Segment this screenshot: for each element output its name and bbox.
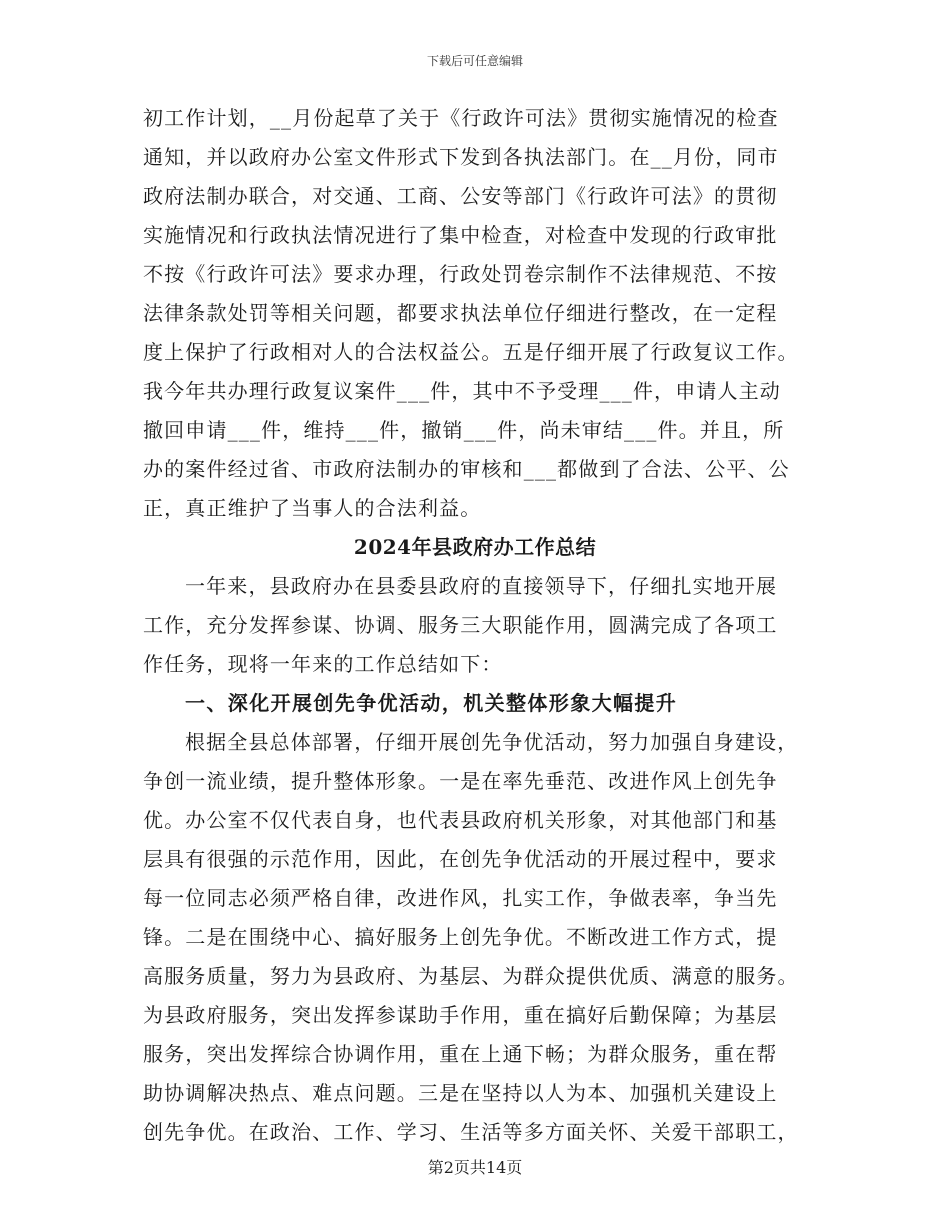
text-line: 初工作计划，__月份起草了关于《行政许可法》贯彻实施情况的检查 xyxy=(143,106,779,130)
text-line: 办的案件经过省、市政府法制办的审核和___都做到了合法、公平、公 xyxy=(143,457,790,481)
text-line: 创先争优。在政治、工作、学习、生活等多方面关怀、关爱干部职工， xyxy=(143,1120,799,1144)
text-line: 助协调解决热点、难点问题。三是在坚持以人为本、加强机关建设上 xyxy=(143,1081,778,1105)
text-line: 高服务质量，努力为县政府、为基层、为群众提供优质、满意的服务。 xyxy=(143,964,799,988)
text-line: 层具有很强的示范作用，因此，在创先争优活动的开展过程中，要求 xyxy=(143,847,778,871)
text-line: 作任务，现将一年来的工作总结如下： xyxy=(143,652,503,676)
text-line: 为县政府服务，突出发挥参谋助手作用，重在搞好后勤保障；为基层 xyxy=(143,1003,778,1027)
text-line: 优。办公室不仅代表自身，也代表县政府机关形象，对其他部门和基 xyxy=(143,808,778,832)
text-line: 锋。二是在围绕中心、搞好服务上创先争优。不断改进工作方式，提 xyxy=(143,925,778,949)
text-line: 根据全县总体部署，仔细开展创先争优活动，努力加强自身建设， xyxy=(185,730,799,754)
section-heading: 一、深化开展创先争优活动，机关整体形象大幅提升 xyxy=(185,691,678,715)
text-line: 度上保护了行政相对人的合法权益公。五是仔细开展了行政复议工作。 xyxy=(143,340,799,364)
page-number: 第2页共14页 xyxy=(427,1158,523,1177)
text-line: 法律条款处罚等相关问题，都要求执法单位仔细进行整改，在一定程 xyxy=(143,301,778,325)
text-line: 政府法制办联合，对交通、工商、公安等部门《行政许可法》的贯彻 xyxy=(143,184,778,208)
text-line: 撤回申请___件，维持___件，撤销___件，尚未审结___件。并且，所 xyxy=(143,418,785,442)
text-line: 我今年共办理行政复议案件___件，其中不予受理___件，申请人主动 xyxy=(143,379,781,403)
document-body xyxy=(143,99,807,1152)
text-line: 服务，突出发挥综合协调作用，重在上通下畅；为群众服务，重在帮 xyxy=(143,1042,778,1066)
text-line: 通知，并以政府办公室文件形式下发到各执法部门。在__月份，同市 xyxy=(143,145,779,169)
text-line: 一年来，县政府办在县委县政府的直接领导下，仔细扎实地开展 xyxy=(185,574,778,598)
page-header: 下载后可任意编辑 xyxy=(426,54,523,68)
text-line: 每一位同志必须严格自律，改进作风，扎实工作，争做表率，争当先 xyxy=(143,886,778,910)
text-line: 正，真正维护了当事人的合法利益。 xyxy=(143,496,482,520)
text-line: 不按《行政许可法》要求办理，行政处罚卷宗制作不法律规范、不按 xyxy=(143,262,778,286)
text-line: 实施情况和行政执法情况进行了集中检查，对检查中发现的行政审批 xyxy=(143,223,778,247)
text-line: 争创一流业绩，提升整体形象。一是在率先垂范、改进作风上创先争 xyxy=(143,769,778,793)
document-title: 2024年县政府办工作总结 xyxy=(353,535,597,559)
text-line: 工作，充分发挥参谋、协调、服务三大职能作用，圆满完成了各项工 xyxy=(143,613,778,637)
